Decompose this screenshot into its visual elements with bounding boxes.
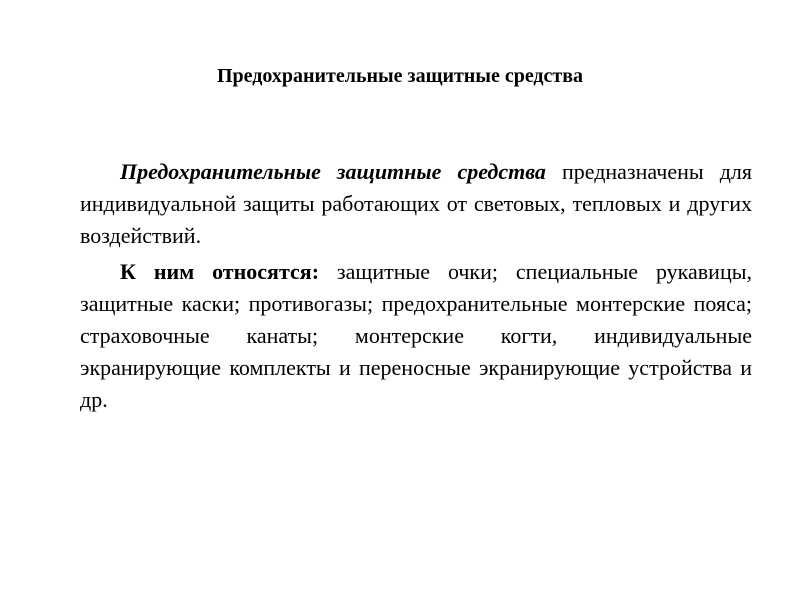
examples-paragraph [80, 256, 752, 416]
definition-text: предназначены для индивидуальной защиты работающих от световых, тепловых и других воздействий. [80, 159, 752, 248]
definition-paragraph [80, 156, 752, 252]
slide-body [80, 156, 752, 420]
slide-title: Предохранительные защитные средства [216, 65, 584, 87]
examples-lead: К ним относятся: [120, 259, 320, 284]
examples-text: защитные очки; специальные рукавицы, защитные каски; противогазы; предохранительные монтерские пояса; страховочные канаты; монтерские когти, индивидуальные экранирующие комплекты и переносные экранирующие устройства и др. [80, 259, 753, 412]
definition-term: Предохранительные защитные средства [120, 159, 546, 184]
